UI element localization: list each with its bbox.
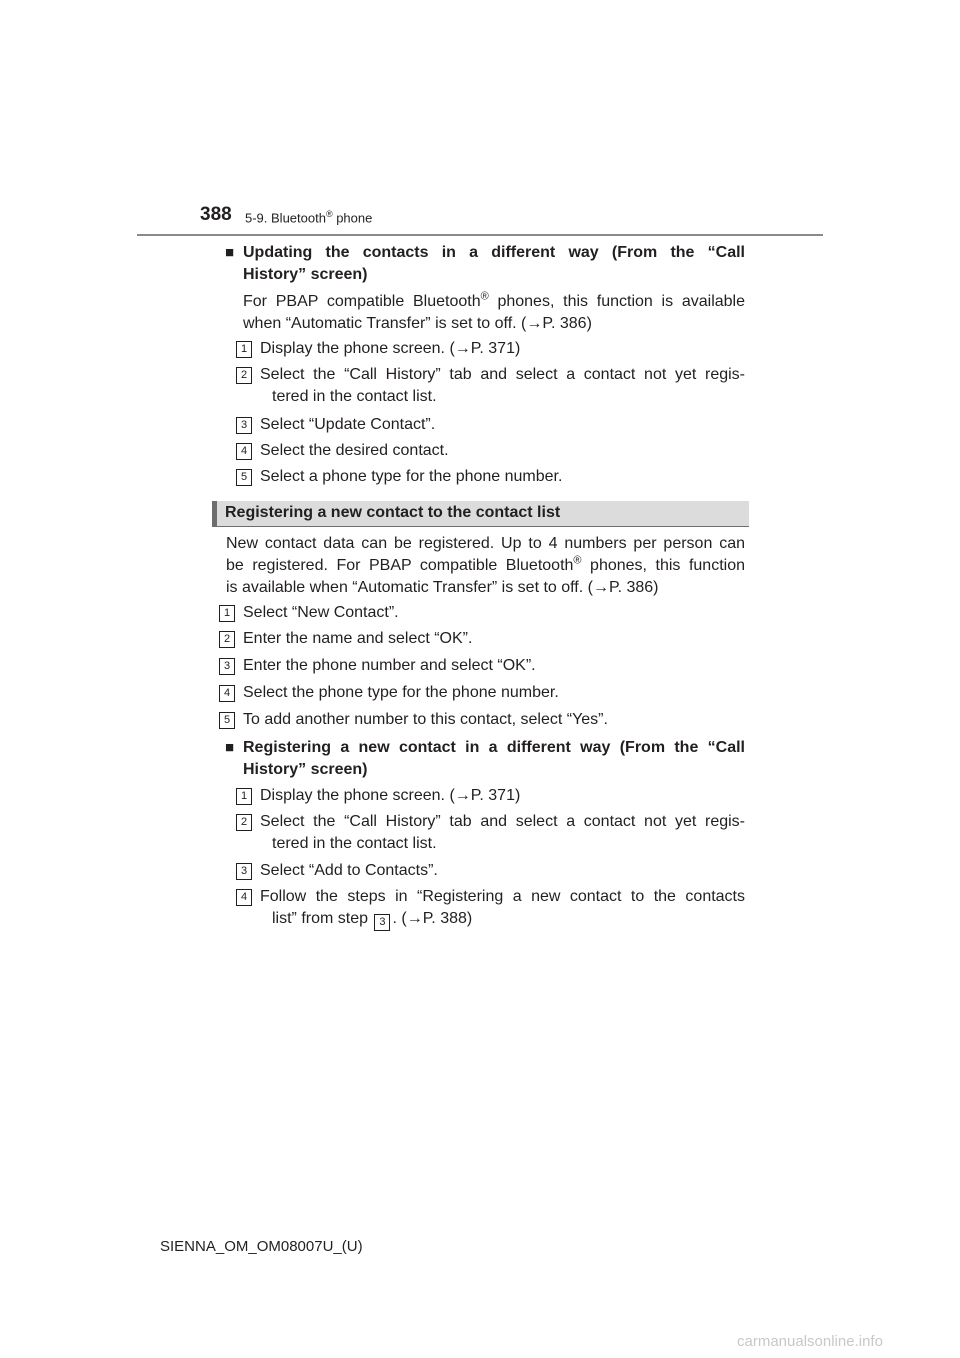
section2-step-2: Enter the name and select “OK”. [243, 630, 473, 647]
section3-heading-line1: Registering a new contact in a different way (From the “Call [243, 739, 745, 756]
section1-intro-line1: For PBAP compatible Bluetooth® phones, this function is available [243, 290, 746, 310]
section2-intro-line3: is available when “Automatic Transfer” is set to off. (→P. 386) [226, 579, 659, 596]
section3-step-4: Follow the steps in “Registering a new contact to the contacts [260, 888, 745, 905]
heading-accent-bar [212, 501, 217, 527]
document-code: SIENNA_OM_OM08007U_(U) [160, 1238, 363, 1255]
section2-step-1: Select “New Contact”. [243, 604, 399, 621]
section2-step-4: Select the phone type for the phone number. [243, 684, 559, 701]
step-number-box: 2 [236, 367, 252, 384]
watermark: carmanualsonline.info [737, 1333, 883, 1350]
step-number-box: 5 [236, 469, 252, 486]
step-number-box: 2 [236, 814, 252, 831]
step-number-box: 4 [236, 443, 252, 460]
header-rule [137, 234, 823, 236]
section1-step-5: Select a phone type for the phone number. [260, 468, 563, 485]
section2-heading-bar [212, 501, 749, 527]
section3-step-2: Select the “Call History” tab and select a contact not yet regis- [260, 813, 745, 830]
section1-step-1: Display the phone screen. (→P. 371) [260, 340, 521, 357]
section1-heading-line1: Updating the contacts in a different way (From the “Call [243, 244, 745, 261]
section3-step-2-cont: tered in the contact list. [272, 835, 437, 852]
section2-title: Registering a new contact to the contact list [225, 504, 561, 521]
section1-step-4: Select the desired contact. [260, 442, 449, 459]
step-number-box: 2 [219, 631, 235, 648]
step-number-box: 3 [236, 863, 252, 880]
section2-intro-line2: be registered. For PBAP compatible Bluetooth® phones, this function [226, 554, 745, 574]
step-number-box: 1 [236, 341, 252, 358]
step-reference-box[interactable]: 3 [374, 914, 390, 931]
bullet-square: ■ [225, 739, 235, 756]
section1-heading-line2: History” screen) [243, 266, 368, 283]
step-number-box: 4 [236, 889, 252, 906]
step-number-box: 4 [219, 685, 235, 702]
bullet-square: ■ [225, 244, 235, 261]
page-number: 388 [200, 204, 232, 225]
section1-intro-line2: when “Automatic Transfer” is set to off. (→P. 386) [243, 315, 592, 332]
section2-step-3: Enter the phone number and select “OK”. [243, 657, 536, 674]
section3-step-4-cont: list” from step 3 . (→P. 388) [272, 908, 472, 930]
section3-step-3: Select “Add to Contacts”. [260, 862, 438, 879]
section1-step-2: Select the “Call History” tab and select a contact not yet regis- [260, 366, 745, 383]
section2-step-5: To add another number to this contact, select “Yes”. [243, 711, 608, 728]
step-number-box: 1 [236, 788, 252, 805]
step-number-box: 1 [219, 605, 235, 622]
section3-heading-line2: History” screen) [243, 761, 368, 778]
section1-step-3: Select “Update Contact”. [260, 416, 436, 433]
step-number-box: 3 [236, 417, 252, 434]
section3-step-1: Display the phone screen. (→P. 371) [260, 787, 521, 804]
section1-step-2-cont: tered in the contact list. [272, 388, 437, 405]
heading-underline [212, 526, 749, 527]
step-number-box: 3 [219, 658, 235, 675]
step-number-box: 5 [219, 712, 235, 729]
section2-intro-line1: New contact data can be registered. Up to 4 numbers per person can [226, 535, 745, 552]
section-title: 5-9. Bluetooth® phone [245, 209, 373, 226]
